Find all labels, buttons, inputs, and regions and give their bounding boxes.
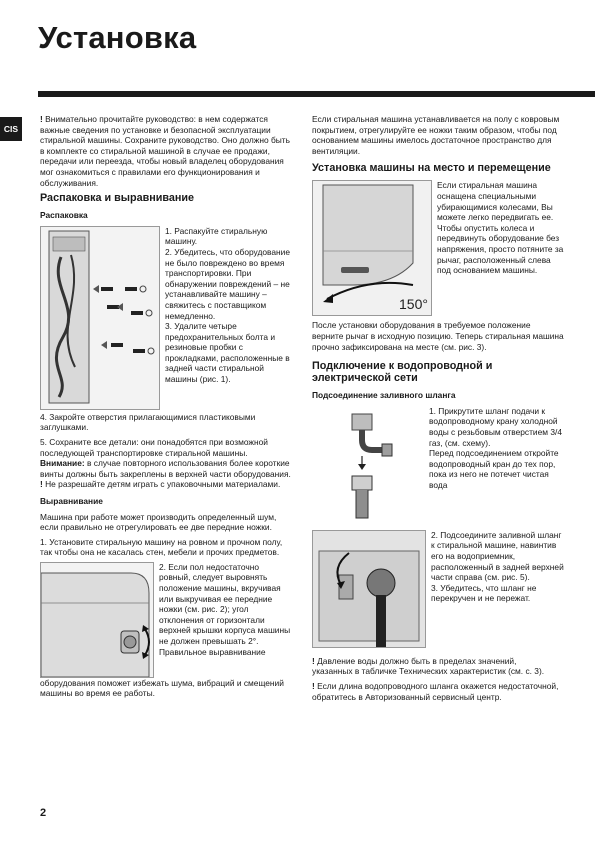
move-figure-row bbox=[312, 180, 564, 316]
figure-3-wheels bbox=[312, 180, 432, 316]
unpack-figure-row bbox=[40, 226, 292, 410]
level-tail: оборудования поможет избежать шума, вибраций и смещений машины во время ее работы. bbox=[40, 677, 284, 699]
heading-unpack: Распаковка bbox=[40, 210, 88, 221]
attention-label: Внимание: bbox=[40, 458, 85, 469]
hose-figure-row-1 bbox=[312, 406, 564, 524]
warning-mark: ! bbox=[40, 479, 43, 490]
inlet-hose-illustration bbox=[313, 531, 425, 647]
level-step-2: 2. Если пол недостаточно ровный, следует выровнять положение машины, вкручивая или выкручивая ее передние ножки (см. рис. 2); угол отклонения от горизонтали верхней крышки корпуса машины не должен превышать 2°. Правильное выравнивание bbox=[159, 561, 291, 657]
hose-length-warning: ! Если длина водопроводного шланга окажется недостаточной, обратитесь в Авторизованный сервисный центр. bbox=[312, 680, 559, 702]
pressure-warning: ! Давление воды должно быть в пределах значений, указанных в табличке Технических характеристик (см. с. 3). bbox=[312, 655, 545, 677]
intro-paragraph: ! Внимательно прочитайте руководство: в нем содержатся важные сведения по установке и безопасной эксплуатации стиральной машины. Сохраните руководство. Оно должно быть в комплекте со стиральной машиной в случае ее продажи, передачи или переезда, чтобы новый владелец оборудования мог ознакомиться с правилами его функционирования и обслуживания. bbox=[40, 114, 290, 188]
move-text: Если стиральная машина оснащена специальными убирающимися колесами, Вы можете легко передвигать ее. Чтобы опустить колеса и передвинуть оборудование без напряжения, просто потяните за рычаг, расположенный слева под основанием машины. bbox=[437, 180, 564, 276]
hose-step-2-3: 2. Подсоедините заливной шланг к стиральной машине, навинтив его на водоприемник, расположенный в задней верхней части справа (см. рис. 5). 3. Убедитесь, что шланг не перекручен и не пережат. bbox=[431, 529, 564, 604]
angle-label: 150° bbox=[399, 296, 428, 313]
rear-panel-illustration bbox=[41, 227, 159, 409]
tap-hose-illustration bbox=[312, 406, 424, 524]
page-title: Установка bbox=[38, 20, 197, 55]
move-after: После установки оборудования в требуемое положение верните рычаг в исходную позицию. Теперь стиральная машина прочно зафиксирована на месте (см. рис. 3). bbox=[312, 320, 564, 352]
unpack-step-4: 4. Закройте отверстия прилагающимися пластиковыми заглушками. bbox=[40, 411, 256, 433]
figure-4-tap-connection bbox=[312, 406, 424, 524]
header-rule bbox=[38, 91, 595, 97]
figure-2-feet bbox=[40, 562, 154, 678]
heading-level: Выравнивание bbox=[40, 495, 103, 506]
heading-move: Установка машины на место и перемещение bbox=[312, 162, 551, 175]
heading-connect: Подключение к водопроводной и электрической сети bbox=[312, 360, 493, 385]
level-intro: Машина при работе может производить определенный шум, если правильно не отрегулировать ее две передние ножки. bbox=[40, 511, 277, 533]
carpet-note: Если стиральная машина устанавливается на полу с ковровым покрытием, отрегулируйте ее ножки таким образом, чтобы под основанием машины имелось достаточное пространство для вентиляции. bbox=[312, 114, 560, 156]
section-tab: CIS bbox=[0, 117, 22, 141]
hose-step-1: 1. Прикрутите шланг подачи к водопроводному крану холодной воды с резьбовым отверстием 3/4 газ, (см. схему). Перед подсоединением откройте водопроводный кран до тех пор, пока из него не потечет чистая вода bbox=[429, 405, 562, 490]
children-warning: ! Не разрешайте детям играть с упаковочными материалами. bbox=[40, 479, 281, 490]
heading-hose: Подсоединение заливного шланга bbox=[312, 390, 456, 401]
left-column bbox=[40, 114, 292, 703]
level-figure-row bbox=[40, 562, 292, 678]
attention-note: Внимание: в случае повторного использования более короткие винты должны быть закреплены в верхней части оборудования. bbox=[40, 458, 291, 479]
warning-mark: ! bbox=[312, 655, 315, 666]
heading-unpack-level: Распаковка и выравнивание bbox=[40, 192, 195, 205]
warning-mark: ! bbox=[312, 680, 315, 691]
page-number: 2 bbox=[40, 807, 47, 819]
wheels-lever-illustration bbox=[313, 181, 431, 315]
unpack-steps: 1. Распакуйте стиральную машину. 2. Убедитесь, что оборудование не было повреждено во время транспортировки. При обнаружении повреждений – не устанавливайте машину – свяжитесь с поставщиком немедленно. 3. Удалите четыре предохранительных болта и резиновые пробки с прокладками, расположенные в задней части стиральной машины (рис. 1). bbox=[165, 225, 290, 385]
figure-5-inlet-connection bbox=[312, 530, 426, 648]
warning-mark: ! bbox=[40, 114, 43, 124]
hose-figure-row-2 bbox=[312, 530, 564, 648]
figure-1-rear-bolts bbox=[40, 226, 160, 410]
level-step-1: 1. Установите стиральную машину на ровном и прочном полу, так чтобы она не касалась стен, мебели и прочих предметов. bbox=[40, 536, 283, 558]
adjustable-foot-illustration bbox=[41, 563, 153, 677]
right-column bbox=[312, 114, 564, 706]
unpack-step-5: 5. Сохраните все детали: они понадобятся при возможной последующей транспортировке стиральной машины. bbox=[40, 436, 268, 458]
